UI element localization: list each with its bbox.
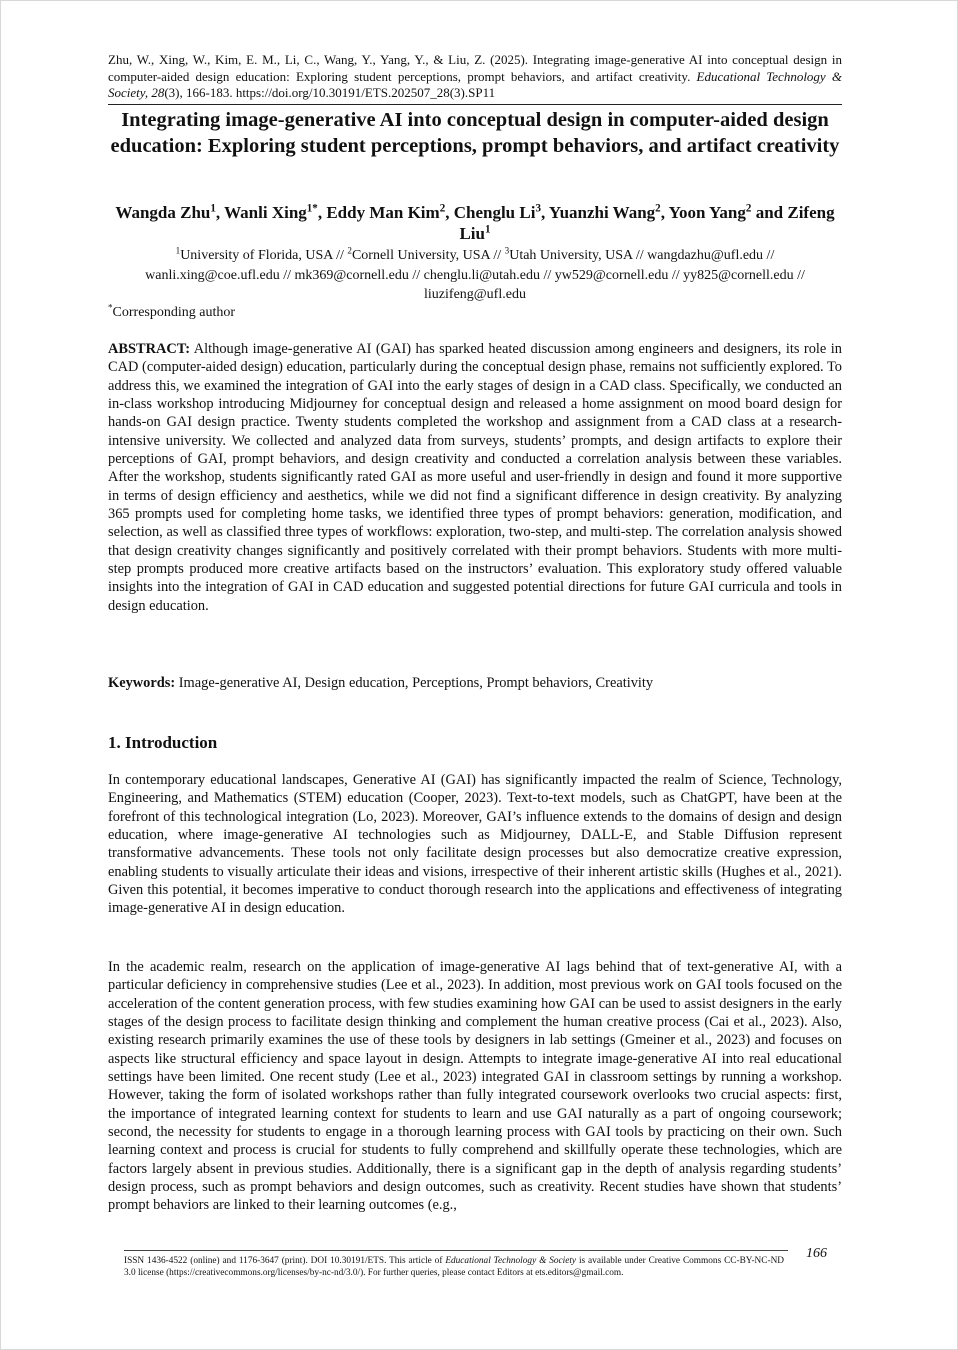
author-name: Yuanzhi Wang xyxy=(548,203,656,222)
keywords xyxy=(108,674,842,693)
author-name: Wangda Zhu xyxy=(115,203,211,222)
author-name: Yoon Yang xyxy=(668,203,746,222)
author-name: Chenglu Li xyxy=(453,203,536,222)
author-affil-mark: 1* xyxy=(306,202,318,215)
header-rule xyxy=(108,104,842,105)
body-paragraph: In the academic realm, research on the application of image-generative AI lags behind that of text-generative AI, with a particular deficiency in comprehensive studies (Lee et al., 2023). In addition, most previous work on GAI tools focused on the acceleration of the content generation process, with few studies examining how GAI can be used to assist designers in the early stages of the design process to facilitate design thinking and complement the human creative process (Cai et al., 2023). Also, existing research primarily examines the use of these tools by designers in lab settings (Gmeiner et al., 2023) and focuses on aspects like structural efficiency and space layout in design. Attempts to integrate image-generative AI into real educational settings have been limited. One recent study (Lee et al., 2023) integrated GAI in classroom settings by running a workshop. However, taking the form of isolated workshops rather than fully integrated coursework overlooks two crucial aspects: first, the importance of integrated learning context for students to learn and use GAI naturally as a part of ongoing coursework; second, the necessity for students to engage in a thorough learning process with GAI tools by practicing on their own. Such learning context and process is crucial for students to fully comprehend and skillfully operate these technologies, which are factors largely absent in previous studies. Additionally, there is a significant gap in the depth of analysis regarding students’ design process, such as prompt behaviors and design outcomes, such as creativity. Recent studies have shown that students’ prompt behaviors are linked to their learning outcomes (e.g., xyxy=(108,959,842,1214)
page-number: 166 xyxy=(806,1246,827,1261)
author-affil-mark: 2 xyxy=(439,202,446,215)
author-name: Zifeng Liu xyxy=(459,203,835,243)
abstract-label: ABSTRACT: xyxy=(108,341,191,357)
paper-title: Integrating image-generative AI into conceptual design in computer-aided design education: Exploring student perceptions, prompt behaviors, and artifact creativity xyxy=(110,109,840,157)
author-list: Wangda Zhu$^1$, Wanli Xing$^{1*}$, Eddy Man Kim$^2$, Chenglu Li$^3$, Yuanzhi Wang$^2$, Yoon Yang$^2$ and Zifeng Liu$^1$ xyxy=(115,202,835,243)
footer-rule xyxy=(124,1250,788,1251)
author-affil-mark: 1 xyxy=(485,223,491,236)
footer-license: ISSN 1436-4522 (online) and 1176-3647 (print). DOI 10.30191/ETS. This article of Educational Technology & Society is available under Creative Commons CC-BY-NC-ND 3.0 license (https://creativecommons.org/licenses/by-nc-nd/3.0/). For further queries, please contact Editors at ets.editors@gmail.com. xyxy=(124,1256,784,1278)
author-affil-mark: 2 xyxy=(745,202,752,215)
keywords-text: Image-generative AI, Design education, Perceptions, Prompt behaviors, Creativity xyxy=(175,675,654,691)
citation-header: Zhu, W., Xing, W., Kim, E. M., Li, C., Wang, Y., Yang, Y., & Liu, Z. (2025). Integrating image-generative AI into conceptual design in computer-aided design education: Exploring student perceptions, prompt behaviors, and artifact creativity. Educational Technology & Society, 28(3), 166-183. https://doi.org/10.30191/ETS.202507_28(3).SP11 xyxy=(108,52,842,100)
keywords-label: Keywords: xyxy=(108,675,176,691)
author-affil-mark: 1 xyxy=(210,202,216,215)
author-affil-mark: 2 xyxy=(655,202,661,215)
body-paragraph: In contemporary educational landscapes, Generative AI (GAI) has significantly impacted the realm of Science, Technology, Engineering, and Mathematics (STEM) education (Cooper, 2023). Text-to-text models, such as ChatGPT, have been at the forefront of this technological integration (Lo, 2023). Moreover, GAI’s influence extends to the domains of design and design education, where image-generative AI technologies such as Midjourney, DALL-E, and Stable Diffusion represent transformative advancements. These tools not only facilitate design processes but also democratize creative expression, enabling students to visually articulate their ideas and visions, irrespective of their inherent artistic skills (Hughes et al., 2021). Given this potential, it becomes imperative to conduct thorough research into the applications and effectiveness of integrating image-generative AI in design education. xyxy=(108,772,842,917)
citation-journal: Educational Technology & Society, 28 xyxy=(108,68,842,100)
citation-tail: (3), 166-183. https://doi.org/10.30191/ETS.202507_28(3).SP11 xyxy=(164,85,496,100)
abstract xyxy=(108,340,842,615)
author-name: Wanli Xing xyxy=(224,203,307,222)
section-heading: 1. Introduction xyxy=(108,733,218,752)
affiliations: $^1$University of Florida, USA // $^2$Cornell University, USA // $^3$Utah University, USA // wangdazhu@ufl.edu // wanli.xing@coe.ufl.edu // mk369@cornell.edu // chenglu.li@utah.edu // yw529@cornell.edu // yy825@cornell.edu // liuzifeng@ufl.edu xyxy=(145,245,805,302)
corresponding-author-note: *Corresponding author xyxy=(108,302,236,320)
abstract-text: Although image-generative AI (GAI) has sparked heated discussion among engineers and designers, its role in CAD (computer-aided design) education, particularly during the conceptual design phase, remains not sufficiently explored. To address this, we examined the integration of GAI into the early stages of design in a CAD class. Specifically, we conducted an in-class workshop introducing Midjourney for conceptual design and released a home assignment on mood board design for hands-on GAI design practice. Twenty students completed the workshop and assignment from a CAD class at a research-intensive university. We collected and analyzed data from surveys, students’ prompts, and design artifacts to explore their perceptions of GAI, prompt behaviors, and design creativity and conducted a correlation analysis between these variables. After the workshop, students significantly rated GAI as more useful and user-friendly in design and found it more supportive in terms of design efficiency and aesthetics, while we did not find a significant difference in design creativity. By analyzing 365 prompts used for completing home tasks, we identified three types of prompt behaviors: generation, modification, and selection, as well as classified three types of workflows: exploration, two-step, and multi-step. The correlation analysis showed that design creativity changes significantly and positively correlated with their prompt behaviors. Students with more multi-step prompts produced more creative artifacts based on the instructors’ evaluation. This exploratory study offered valuable insights into the integration of GAI in CAD education and suggested potential directions for future GAI curricula and tools in design education. xyxy=(108,341,842,614)
author-affil-mark: 3 xyxy=(535,202,541,215)
author-name: Eddy Man Kim xyxy=(326,203,440,222)
